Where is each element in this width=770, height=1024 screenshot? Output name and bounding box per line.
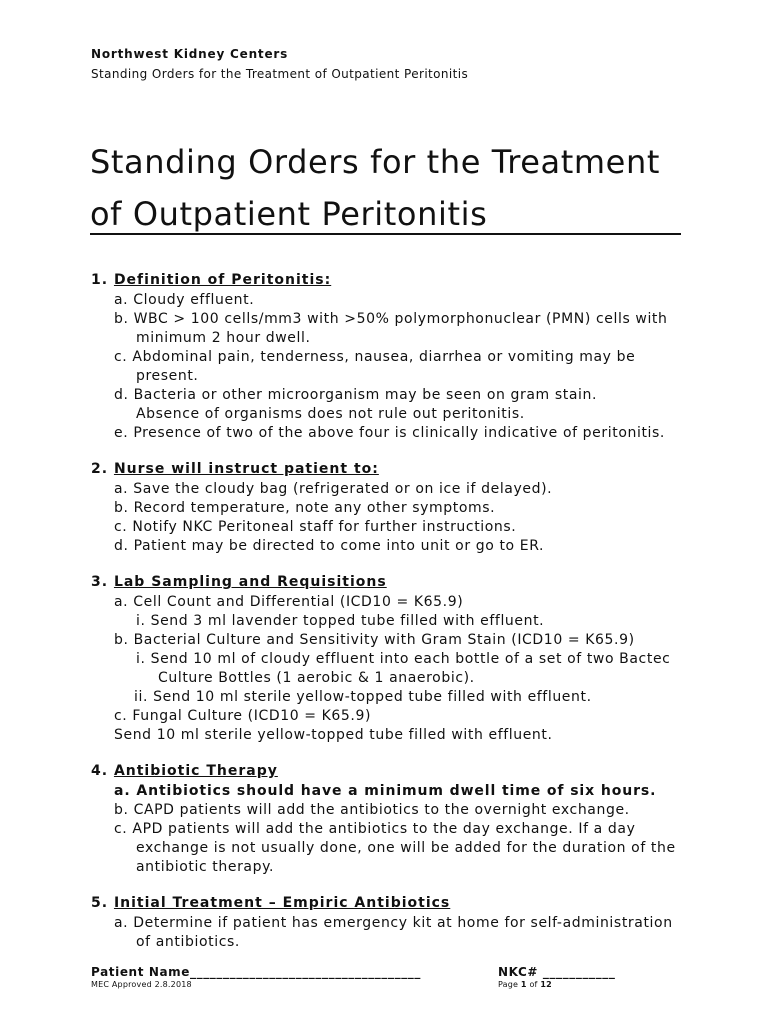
section-2-number: 2. — [91, 461, 109, 477]
section-4-heading — [91, 763, 278, 779]
document-title — [90, 136, 660, 240]
section-5-title: Initial Treatment – Empiric Antibiotics — [113, 895, 451, 911]
section-3-line: Send 10 ml sterile yellow-topped tube filled with effluent. — [114, 727, 553, 743]
section-2-line: b. Record temperature, note any other symptoms. — [114, 500, 496, 516]
page-prefix: Page — [498, 980, 519, 989]
section-1-line: Absence of organisms does not rule out peritonitis. — [136, 406, 525, 422]
page-number: 1 — [520, 980, 527, 989]
section-3-line: a. Cell Count and Differential (ICD10 = K65.9) — [114, 594, 464, 610]
section-4-line: b. CAPD patients will add the antibiotics to the overnight exchange. — [114, 802, 630, 818]
section-3-line: i. Send 3 ml lavender topped tube filled with effluent. — [136, 613, 545, 629]
section-1-line: c. Abdominal pain, tenderness, nausea, diarrhea or vomiting may be — [114, 349, 636, 365]
section-2-heading — [91, 461, 379, 477]
section-2-title: Nurse will instruct patient to: — [113, 461, 379, 477]
section-1-line: e. Presence of two of the above four is clinically indicative of peritonitis. — [114, 425, 665, 441]
section-5-heading — [91, 895, 450, 911]
page-total: 12 — [540, 980, 552, 989]
section-3-number: 3. — [91, 574, 109, 590]
section-2-line: c. Notify NKC Peritoneal staff for further instructions. — [114, 519, 517, 535]
section-3-heading — [91, 574, 387, 590]
section-5-line: a. Determine if patient has emergency kit at home for self-administration — [114, 915, 673, 931]
section-1-line: present. — [136, 368, 199, 384]
section-1-line: b. WBC > 100 cells/mm3 with >50% polymorphonuclear (PMN) cells with — [114, 311, 668, 327]
title-divider — [90, 233, 681, 235]
nkc-label: NKC# — [498, 965, 539, 979]
section-1-line: minimum 2 hour dwell. — [136, 330, 311, 346]
nkc-number-field — [498, 965, 615, 979]
patient-name-label: Patient Name — [91, 965, 190, 979]
patient-name-blank: ___________________________________ — [190, 965, 421, 979]
section-5-number: 5. — [91, 895, 109, 911]
section-1-line: d. Bacteria or other microorganism may be seen on gram stain. — [114, 387, 598, 403]
section-4-line-bold: a. Antibiotics should have a minimum dwell time of six hours. — [114, 783, 657, 799]
approval-date: MEC Approved 2.8.2018 — [91, 980, 192, 989]
section-4-line: antibiotic therapy. — [136, 859, 275, 875]
section-3-line: i. Send 10 ml of cloudy effluent into each bottle of a set of two Bactec — [136, 651, 671, 667]
nkc-blank: ___________ — [542, 965, 616, 979]
section-1-number: 1. — [91, 272, 109, 288]
section-1-title: Definition of Peritonitis: — [113, 272, 332, 288]
header-subtitle: Standing Orders for the Treatment of Outpatient Peritonitis — [91, 67, 469, 81]
section-4-number: 4. — [91, 763, 109, 779]
section-4-line: c. APD patients will add the antibiotics to the day exchange. If a day — [114, 821, 636, 837]
title-line-2: of Outpatient Peritonitis — [90, 195, 488, 233]
page-indicator — [498, 980, 552, 989]
header-organization: Northwest Kidney Centers — [91, 47, 289, 61]
section-4-title: Antibiotic Therapy — [113, 763, 278, 779]
section-3-line: c. Fungal Culture (ICD10 = K65.9) — [114, 708, 372, 724]
section-3-title: Lab Sampling and Requisitions — [113, 574, 387, 590]
section-1-heading — [91, 272, 331, 288]
section-4-line: exchange is not usually done, one will be added for the duration of the — [136, 840, 676, 856]
section-2-line: a. Save the cloudy bag (refrigerated or on ice if delayed). — [114, 481, 553, 497]
section-2-line: d. Patient may be directed to come into unit or go to ER. — [114, 538, 545, 554]
section-3-line: b. Bacterial Culture and Sensitivity with Gram Stain (ICD10 = K65.9) — [114, 632, 635, 648]
patient-name-field — [91, 965, 421, 979]
section-5-line: of antibiotics. — [136, 934, 240, 950]
section-3-line: Culture Bottles (1 aerobic & 1 anaerobic). — [158, 670, 475, 686]
section-1-line: a. Cloudy effluent. — [114, 292, 255, 308]
section-3-line: ii. Send 10 ml sterile yellow-topped tube filled with effluent. — [134, 689, 592, 705]
title-line-1: Standing Orders for the Treatment — [90, 143, 660, 181]
page-of: of — [529, 980, 538, 989]
